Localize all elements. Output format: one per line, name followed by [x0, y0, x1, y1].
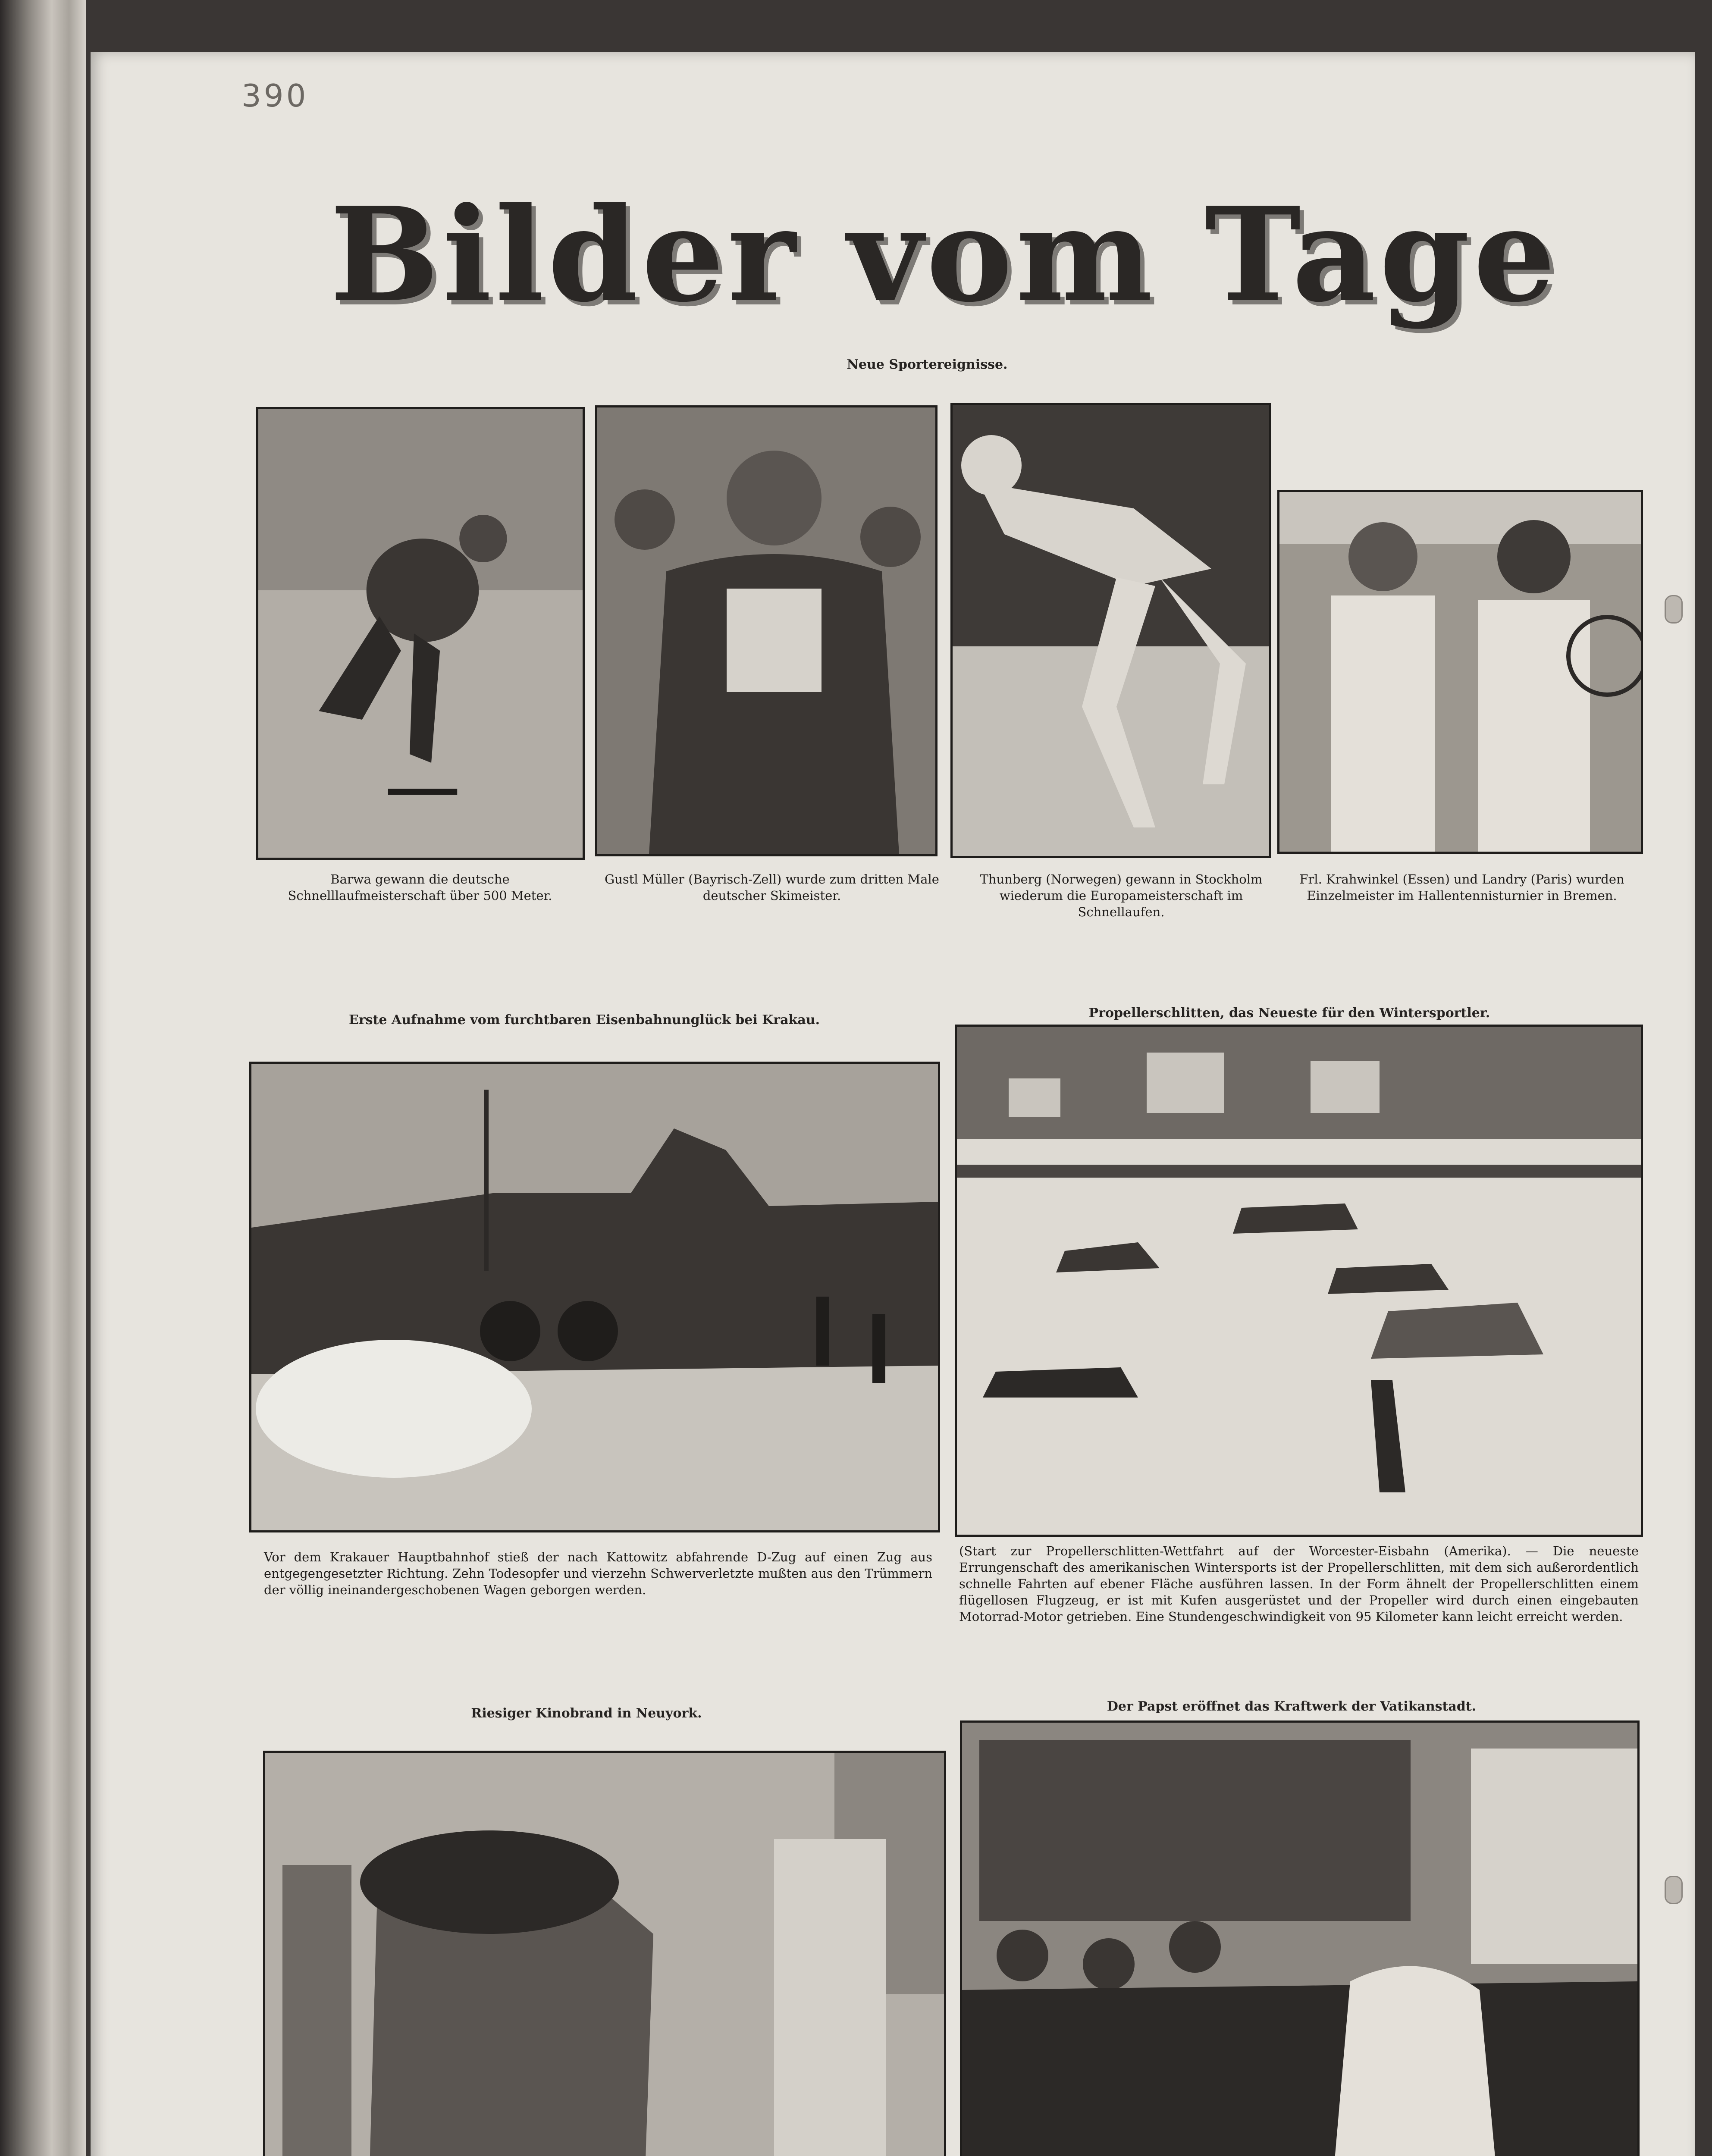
page-number: 390 [241, 78, 309, 114]
sleds-heading: Propellerschlitten, das Neueste für den Wintersportler. [1088, 1006, 1490, 1021]
photo-train-crash-krakau [249, 1062, 940, 1532]
masthead [329, 178, 1559, 331]
photo-skier-mueller [595, 405, 938, 856]
photo-tennis-krahwinkel-landry [1277, 490, 1643, 854]
photo-cinema-fire-newyork [263, 1751, 946, 2156]
binding-hole-top [1665, 595, 1683, 624]
caption-mueller: Gustl Müller (Bayrisch-Zell) wurde zum dritten Male deutscher Skimeister. [605, 872, 939, 903]
sports-heading: Neue Sportereignisse. [847, 357, 1008, 372]
caption-propeller-sleds: (Start zur Propellerschlitten-Wettfahrt auf der Worcester-Eisbahn (Amerika). — Die neueste Errungenschaft des amerikanischen Wintersports ist der Propellerschlitten, mit dem sich außerordentlich schnelle Fahrten auf ebener Fläche ausführen lassen. In der Form ähnelt der Propellerschlitten einem flügellosen Flugzeug, er ist mit Kufen ausgerüstet und der Propeller wird durch einen eingebauten Motorrad-Motor getrieben. Eine Stundengeschwindigkeit von 95 Kilometer kann leicht erreicht werden. [959, 1544, 1639, 1624]
fire-heading: Riesiger Kinobrand in Neuyork. [471, 1706, 702, 1721]
binding-hole-bottom [1665, 1876, 1683, 1904]
caption-train-crash: Vor dem Krakauer Hauptbahnhof stieß der nach Kattowitz abfahrende D-Zug auf einen Zug aus entgegengesetzter Richtung. Zehn Todesopfer und vierzehn Schwerverletzte mußten aus den Trümmern der völlig ineinandergeschobenen Wagen geborgen werden. [264, 1550, 932, 1597]
caption-barwa: Barwa gewann die deutsche Schnelllaufmeisterschaft über 500 Meter. [288, 872, 552, 903]
page-title: Bilder vom Tage [329, 178, 1559, 331]
photo-propeller-sleds [955, 1025, 1643, 1537]
train-heading: Erste Aufnahme vom furchtbaren Eisenbahnunglück bei Krakau. [348, 1012, 820, 1028]
photo-speed-skater-barwa [256, 407, 585, 860]
pope-heading: Der Papst eröffnet das Kraftwerk der Vatikanstadt. [1107, 1699, 1477, 1714]
photo-skater-thunberg [950, 403, 1271, 858]
book-page-edges [0, 0, 86, 2156]
caption-krahwinkel-landry: Frl. Krahwinkel (Essen) und Landry (Paris) wurden Einzelmeister im Hallentennisturnier in Bremen. [1299, 872, 1624, 903]
photo-pope-power-plant [960, 1720, 1640, 2156]
caption-thunberg: Thunberg (Norwegen) gewann in Stockholm wiederum die Europameisterschaft im Schnellaufen. [980, 872, 1263, 919]
